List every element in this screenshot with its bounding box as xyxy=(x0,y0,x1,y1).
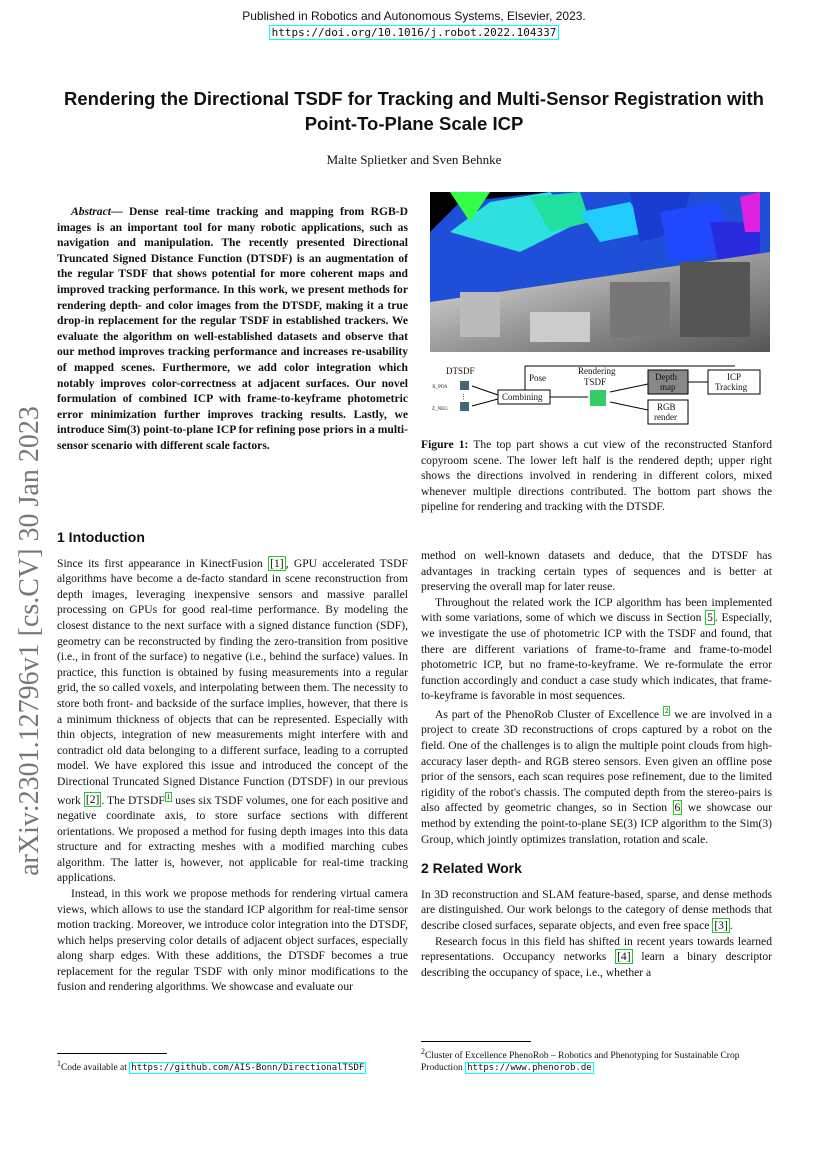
abstract-text: — Dense real-time tracking and mapping from RGB-D images is an important tool for many robotic applications, such as navigation and manipulation. The recently presented Directional Truncated Signed Distance Function (DTSDF) is an augmentation of the regular TSDF that shows potential for more coherent maps and improved tracking performance. In this work, we present methods for rendering depth- and color images from the DTSDF, making it a true drop-in replacement for the regular TSDF in established trackers. We evaluate the algorithm on well-established datasets and observe that our method improves tracking performance and increases re-usability of mapped scenes. Furthermore, we add color integration which notably improves color-correctness at adjacent surfaces. Our novel formulation of combined ICP with frame-to-keyframe photometric error minimization further improves tracking results. Lastly, we introduce Sim(3) point-to-plane ICP for refining pose priors in a multi-sensor scenario with different scale factors. xyxy=(57,205,408,452)
body-paragraph: Research focus in this field has shifted in recent years towards learned representations. Occupancy networks [4] learn a binary descriptor describing the occupancy of space, i.e., whether a xyxy=(421,934,772,979)
body-paragraph: As part of the PhenoRob Cluster of Excellence $^2$ we are involved in a project to create 3D reconstructions of crops captured by a robot on the field. One of the challenges is to align the multiple point clouds from high-accuracy laser depth- and RGB stereo sensors. Even given an offline pose prior of the sensors, each scan requires pose refinement, due to the limited rigidity of the robot's chassis. The computed depth from the stereo-pairs is also affected by geometric changes, so in Section 6 we showcase our method by extending the point-to-plane SE(3) ICP algorithm to the Sim(3) Group, which jointly optimizes translation, rotation and scale. xyxy=(421,706,772,846)
section-link[interactable]: 6 xyxy=(674,801,681,815)
introduction-section xyxy=(57,530,408,995)
caption-label: Figure 1: xyxy=(421,438,469,451)
body-paragraph: Throughout the related work the ICP algorithm has been implemented with some variations, some of which we discuss in Section 5 . Especially, we investigate the use of photometric ICP with the TSDF and found, that there are different variations of frame-to-frame and frame-to-model photometric ICP, but no frame-to-keyframe. We re-formulate the error function accordingly and conduct a case study which indicates, that frame-to-keyframe is favorable in most sequences. xyxy=(421,595,772,703)
citation-link[interactable]: [2] xyxy=(85,793,100,807)
publication-line: Published in Robotics and Autonomous Systems, Elsevier, 2023. xyxy=(242,9,586,23)
zneg-label: Z_NEG xyxy=(432,407,448,412)
pipeline-diagram xyxy=(430,362,770,428)
svg-text:⋮: ⋮ xyxy=(460,393,467,401)
abstract-label: Abstract xyxy=(71,205,111,218)
rendering-label: Rendering xyxy=(578,366,616,376)
citation-link[interactable]: [1] xyxy=(270,556,284,570)
paper-title: Rendering the Directional TSDF for Tracking and Multi-Sensor Registration with Point-To-Plane Scale ICP xyxy=(64,88,764,134)
rgb-label: RGB xyxy=(657,402,676,412)
combining-label: Combining xyxy=(502,392,543,402)
publication-header xyxy=(0,8,828,41)
icp-label: ICP xyxy=(727,372,742,382)
copyroom-render-figure xyxy=(430,192,770,352)
abstract xyxy=(57,204,408,454)
render-label: render xyxy=(654,412,677,422)
footnote-rule xyxy=(421,1041,531,1042)
intro-paragraph: Instead, in this work we propose methods for rendering virtual camera views, which allows to use the standard ICP algorithm for real-time sensor motion tracking. Moreover, we introduce color integration into the DTSDF, which helps preserving color details of adjacent object surfaces, especially along sharp edges. With these additions, the DTSDF becomes a true replacement for the regular TSDF with only minor modifications to the fusion and rendering algorithms. We showcase and evaluate our xyxy=(57,886,408,994)
section-heading: 2 Related Work xyxy=(421,860,522,877)
footnote-mark[interactable]: 2 xyxy=(664,706,669,715)
footnote-1: $^1$Code available at https://github.com/AIS-Bonn/DirectionalTSDF xyxy=(57,1059,365,1074)
footnote-mark[interactable]: 1 xyxy=(166,792,171,801)
right-column-text xyxy=(421,548,772,980)
map-label: map xyxy=(660,382,676,392)
figure-caption xyxy=(421,437,772,515)
github-link[interactable]: https://github.com/AIS-Bonn/DirectionalTSDF xyxy=(131,1063,365,1074)
arxiv-stamp: arXiv:2301.12796v1 [cs.CV] 30 Jan 2023 xyxy=(14,406,45,876)
intro-paragraph: Since its first appearance in KinectFusion [1] , GPU accelerated TSDF algorithms have become a de-facto standard in scene reconstruction from depth images, leveraging inexpensive sensors and massive parallel processing on GPUs for good real-time performance. By modeling the closest distance to the next surface with a signed distance function (SDF), geometry can be reconstructed by finding the zero-transition from positive (i.e., in front of the surface) to negative (i.e., behind the surface) values. In practice, this function is obtained by fusing measurements into a regular grid, the so called voxels, and interpolating between them. The necessity to store both front- and backside of the surface implies, however, that there is a minimum thickness of objects that can be represented. Especially with thin objects, integration of new measurements might interfere with and contradict old data belonging to a different surface, leading to a corrupted model. We have explored this issue and introduced the concept of the Directional Truncated Signed Distance Function (DTSDF) in our previous work [2] . The DTSDF $^1$ uses six TSDF volumes, one for each positive and negative coordinate axis, to store surface sections with different orientations. We proposed a method for fusing depth images into this data structure and for extracting meshes with a modified marching cubes algorithm. The latter is, however, not applicable for real-time tracking applications. xyxy=(57,556,409,885)
tsdf-label: TSDF xyxy=(584,377,607,387)
phenorob-link[interactable]: https://www.phenorob.de xyxy=(467,1063,592,1074)
doi-link[interactable]: https://doi.org/10.1016/j.robot.2022.104337 xyxy=(269,25,560,40)
section-heading: 1 Intoduction xyxy=(57,529,145,545)
caption-text: The top part shows a cut view of the reconstructed Stanford copyroom scene. The lower left half is the rendered depth; upper right shows the directions involved in rendering in different colors, mixed whenever multiple directions contributed. The bottom part shows the pipeline for rendering and tracking with the DTSDF. xyxy=(421,438,772,514)
body-paragraph: In 3D reconstruction and SLAM feature-based, sparse, and dense methods are distinguished. Our work belongs to the category of dense methods that describe closed surfaces, separate objects, and even free space [3] . xyxy=(421,887,772,932)
authors: Malte Splietker and Sven Behnke xyxy=(326,152,502,167)
body-paragraph: method on well-known datasets and deduce, that the DTSDF has advantages in tracking certain types of sequences and is better at preserving the overall map for later reuse. xyxy=(421,549,772,594)
section-link[interactable]: 5 xyxy=(707,611,713,625)
pose-label: Pose xyxy=(529,373,547,383)
depth-label: Depth xyxy=(655,372,677,382)
tracking-label: Tracking xyxy=(715,382,748,392)
footnote-rule xyxy=(57,1053,167,1054)
footnote-2: $^2$Cluster of Excellence PhenoRob – Robotics and Phenotyping for Sustainable Crop Production https://www.phenorob.de xyxy=(421,1047,740,1074)
dtsdf-label: DTSDF xyxy=(446,366,475,376)
xpos-label: X_POS xyxy=(432,385,448,390)
citation-link[interactable]: [4] xyxy=(617,950,631,964)
citation-link[interactable]: [3] xyxy=(714,918,728,932)
